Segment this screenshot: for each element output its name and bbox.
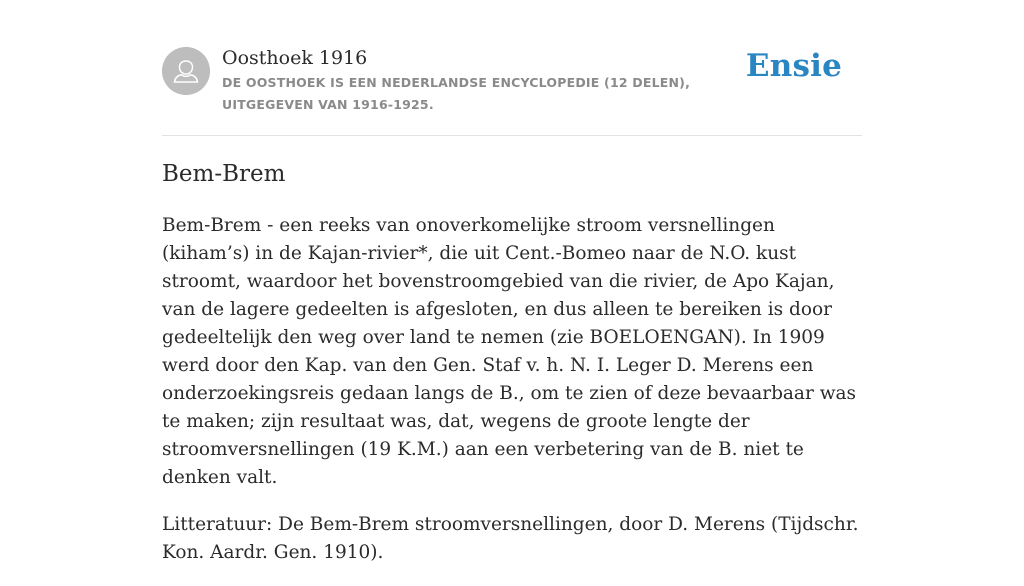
source-header <box>162 0 862 136</box>
avatar[interactable] <box>162 47 210 95</box>
entry-paragraph: Litteratuur: De Bem-Brem stroomversnellingen, door D. Merens (Tijdschr. Kon. Aardr. Gen. 1910). <box>162 514 859 563</box>
entry-paragraph: Bem-Brem - een reeks van onoverkomelijke stroom versnellingen (kiham’s) in de Kajan-rivier*, die uit Cent.-Bomeo naar de N.O. kust stroomt, waardoor het bovenstroomgebied van die rivier, de Apo Kajan, van de lagere gedeelten is afgesloten, en dus alleen te bereiken is door gedeeltelijk den weg over land te nemen (zie BOELOENGAN). In 1909 werd door den Kap. van den Gen. Staf v. h. N. I. Leger D. Merens een onderzoekingsreis gedaan langs de B., om te zien of deze bevaarbaar was te maken; zijn resultaat was, dat, wegens de groote lengte der stroomversnellingen (19 K.M.) aan een verbetering van de B. niet te denken valt. <box>162 215 857 488</box>
source-info <box>222 45 762 116</box>
user-icon <box>162 47 210 95</box>
entry-title: Bem-Brem <box>162 161 286 187</box>
source-description: DE OOSTHOEK IS EEN NEDERLANDSE ENCYCLOPEDIE (12 DELEN), UITGEGEVEN VAN 1916-1925. <box>222 75 691 112</box>
entry-body <box>162 212 862 586</box>
ensie-logo[interactable]: Ensie <box>745 48 842 84</box>
source-title[interactable]: Oosthoek 1916 <box>222 47 368 69</box>
page-container <box>162 0 862 563</box>
